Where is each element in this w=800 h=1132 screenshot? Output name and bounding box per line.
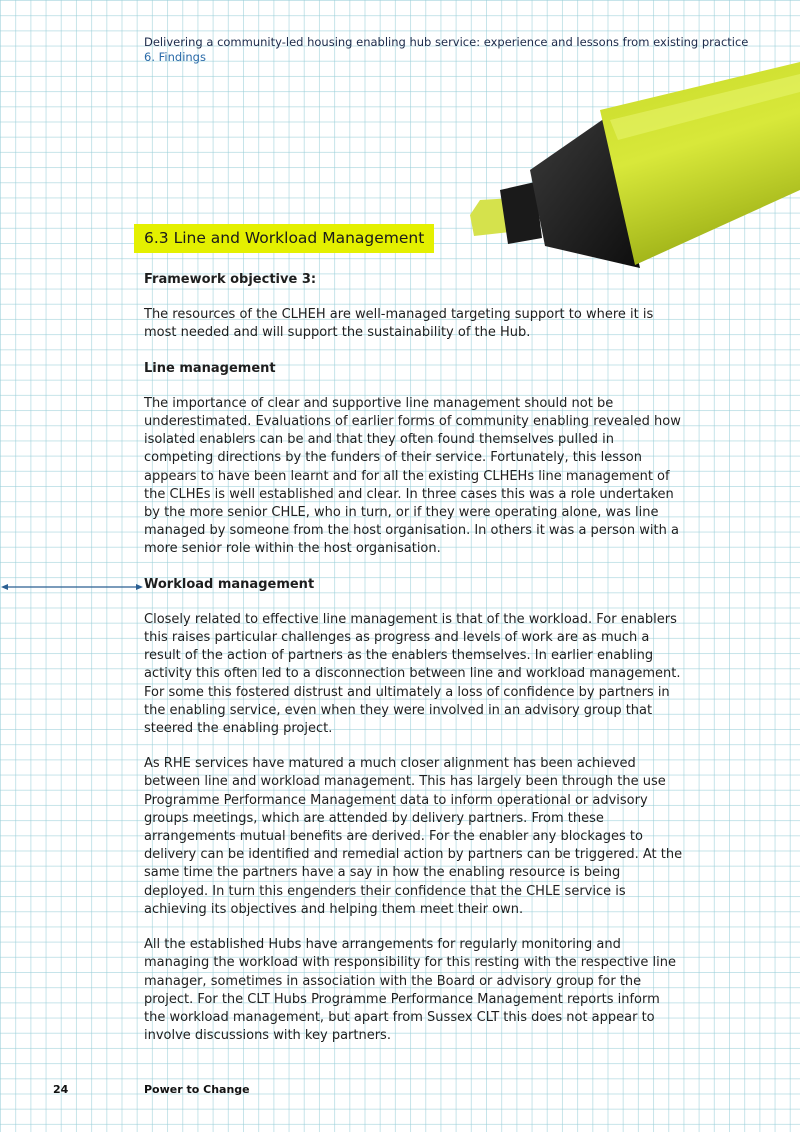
objective-text: The resources of the CLHEH are well-managed targeting support to where it is most needed and will support the sustainability of the Hub. (144, 307, 654, 341)
document-title: Delivering a community-led housing enabling hub service: experience and lessons from existing practice (144, 35, 749, 49)
line-management-paragraph: The importance of clear and supportive line management should not be underestimated. Evaluations of earlier forms of community enabling revealed how isolated enablers can be and that they often found themselves pulled in competing directions by the funders of their service. Fortunately, this lesson appears to have been learnt and for all the existing CLHEHs line management of the CLHEs is well established and clear. In three cases this was a role undertaken by the more senior CHLE, who in turn, or if they were operating alone, was line managed by someone from the host organisation. In others it was a person with a more senior role within the host organisation. (144, 395, 681, 557)
double-arrow-icon (0, 580, 144, 594)
section-heading: 6.3 Line and Workload Management (134, 224, 434, 253)
workload-management-title: Workload management (144, 576, 315, 592)
highlighter-pen-icon (460, 0, 800, 275)
workload-paragraph-1: Closely related to effective line management is that of the workload. For enablers this raises particular challenges as progress and levels of work are as much a result of the action of partners as the enablers themselves. In earlier enabling activity this often led to a disconnection between line and workload management. For some this fostered distrust and ultimately a loss of confidence by partners in the enabling service, even when they were involved in an advisory group that steered the enabling project. (144, 611, 681, 737)
workload-paragraph-3: All the established Hubs have arrangements for regularly monitoring and managing the workload with responsibility for this resting with the respective line manager, sometimes in association with the Board or advisory group for the project. For the CLT Hubs Programme Performance Management reports inform the workload management, but apart from Sussex CLT this does not appear to involve discussions with key partners. (144, 937, 676, 1044)
objective-label: Framework objective 3: (144, 272, 317, 287)
line-management-title: Line management (144, 360, 276, 376)
workload-paragraph-2: As RHE services have matured a much closer alignment has been achieved between line and workload management. This has largely been through the use Programme Performance Management data to inform operational or advisory groups meetings, which are attended by delivery partners. From these arrangements mutual benefits are derived. For the enabler any blockages to delivery can be identified and remedial action by partners can be triggered. At the same time the partners have a say in how the enabling resource is being deployed. In turn this engenders their confidence that the CHLE service is achieving its objectives and helping them meet their own. (144, 756, 683, 917)
page-number: 24 (53, 1083, 69, 1096)
main-content (144, 271, 684, 1062)
section-reference: 6. Findings (144, 50, 206, 64)
publisher-name: Power to Change (144, 1083, 250, 1096)
